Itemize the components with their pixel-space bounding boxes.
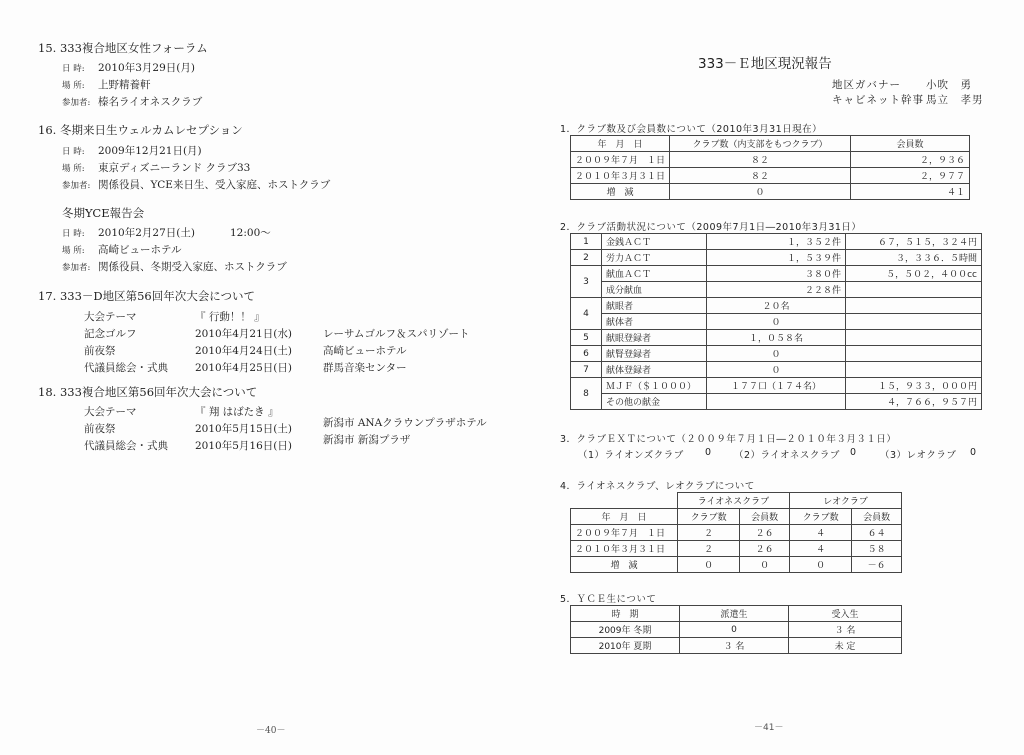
value: 関係役員、冬期受入家庭、ホストクラブ xyxy=(98,261,287,273)
col-header: 会員数 xyxy=(852,509,902,525)
blank-cell xyxy=(571,493,678,509)
activity-table xyxy=(570,233,982,410)
cell: ０ xyxy=(707,346,846,362)
cell: 献眼者 xyxy=(602,298,707,314)
col-header: 会員数 xyxy=(851,136,970,152)
cell: 増 減 xyxy=(571,557,678,573)
cell: ２２８件 xyxy=(707,282,846,298)
cell: ２００９年７月 １日 xyxy=(571,152,670,168)
cell: 2010年4月21日(水) xyxy=(195,328,292,340)
value: 12:00～ xyxy=(230,227,271,239)
cell: ３，３３６．５時間 xyxy=(846,250,982,266)
cell: ２６ xyxy=(740,541,790,557)
ext-item: （2）ライオネスクラブ xyxy=(734,450,840,461)
row-number: 2 xyxy=(571,250,602,266)
page-number-left: －40－ xyxy=(256,726,286,736)
cell: 労力ＡＣＴ xyxy=(602,250,707,266)
cell: 2009年 冬期 xyxy=(571,622,680,638)
cell xyxy=(846,362,982,378)
row-number: 3 xyxy=(571,266,602,298)
section-15-title: 15. 333複合地区女性フォーラム xyxy=(38,41,208,55)
cell: ０ xyxy=(678,557,740,573)
section-16-title: 16. 冬期来日生ウェルカムレセプション xyxy=(38,123,243,137)
group-header: レオクラブ xyxy=(789,493,901,509)
cell: ６７，５１５，３２４円 xyxy=(846,234,982,250)
cell: １，０５８名 xyxy=(707,330,846,346)
col-header: 会員数 xyxy=(740,509,790,525)
row-number: 8 xyxy=(571,378,602,410)
cell: 代議員総会・式典 xyxy=(84,362,168,374)
cell: 新潟市 ANAクラウンプラザホテル xyxy=(323,417,487,429)
col-header: クラブ数（内支部をもつクラブ） xyxy=(670,136,851,152)
cell: 新潟市 新潟プラザ xyxy=(323,434,411,446)
cell: 『 翔 はばたき 』 xyxy=(195,406,279,418)
cell: 2010年5月15日(土) xyxy=(195,423,292,435)
cell xyxy=(846,298,982,314)
cell: 献体者 xyxy=(602,314,707,330)
value: 関係役員、YCE来日生、受入家庭、ホストクラブ xyxy=(98,179,331,191)
governor-label: 地区ガバナー xyxy=(832,79,901,91)
group-header: ライオネスクラブ xyxy=(678,493,790,509)
cell: 2010年4月25日(日) xyxy=(195,362,292,374)
section-5-heading: 5．ＹＣＥ生について xyxy=(560,594,657,605)
cell: ３８０件 xyxy=(707,266,846,282)
col-header: 年 月 日 xyxy=(571,136,670,152)
value: 上野精養軒 xyxy=(98,79,151,91)
cell: 『 行動！！ 』 xyxy=(195,311,265,323)
cell: １７７口（１７４名） xyxy=(707,378,846,394)
col-header: クラブ数 xyxy=(789,509,851,525)
section-1-heading: 1．クラブ数及び会員数について（2010年3月31日現在） xyxy=(560,124,823,135)
cell: ５８ xyxy=(852,541,902,557)
cell xyxy=(707,394,846,410)
ext-count: 0 xyxy=(850,447,857,458)
cell: ２６ xyxy=(740,525,790,541)
cell: 献眼登録者 xyxy=(602,330,707,346)
yce-report-title: 冬期YCE報告会 xyxy=(62,206,145,220)
cell xyxy=(846,346,982,362)
cell: ０ xyxy=(670,184,851,200)
row-number: 7 xyxy=(571,362,602,378)
cell: 2010年4月24日(土) xyxy=(195,345,292,357)
cell: 前夜祭 xyxy=(84,345,116,357)
cell: １５，９３３，０００円 xyxy=(846,378,982,394)
page-number-right: －41－ xyxy=(754,723,784,733)
cell: ０ xyxy=(789,557,851,573)
value: 高崎ビューホテル xyxy=(98,244,182,256)
cell: ２，９３６ xyxy=(851,152,970,168)
yce-table xyxy=(570,605,902,654)
value: 2009年12月21日(月) xyxy=(98,145,202,157)
cell: ２０１０年３月３１日 xyxy=(571,541,678,557)
cabinet-name: 馬立 孝男 xyxy=(926,94,984,106)
row-number: 6 xyxy=(571,346,602,362)
cell: 未 定 xyxy=(789,638,902,654)
cell: 増 減 xyxy=(571,184,670,200)
cell: 大会テーマ xyxy=(84,406,137,418)
cell: 記念ゴルフ xyxy=(84,328,137,340)
label: 場 所: xyxy=(62,164,85,174)
cell: ４１ xyxy=(851,184,970,200)
cell: ３ 名 xyxy=(789,622,902,638)
label: 場 所: xyxy=(62,81,85,91)
cell: ６４ xyxy=(852,525,902,541)
cell: ０ xyxy=(707,362,846,378)
cell: ４，７６６，９５７円 xyxy=(846,394,982,410)
cell: ８２ xyxy=(670,152,851,168)
label: 場 所: xyxy=(62,246,85,256)
cell: ３ 名 xyxy=(680,638,789,654)
cell xyxy=(846,330,982,346)
cell: 2010年 夏期 xyxy=(571,638,680,654)
cell: 前夜祭 xyxy=(84,423,116,435)
cell: ＭＪＦ（＄１０００） xyxy=(602,378,707,394)
cell: その他の献金 xyxy=(602,394,707,410)
label: 日 時: xyxy=(62,64,85,74)
cell: レーサムゴルフ＆スパリゾート xyxy=(323,328,470,340)
cell: ０ xyxy=(740,557,790,573)
value: 榛名ライオネスクラブ xyxy=(98,96,203,108)
cell: ５，５０２，４００cc xyxy=(846,266,982,282)
col-header: 受入生 xyxy=(789,606,902,622)
row-number: 1 xyxy=(571,234,602,250)
cell: ２ xyxy=(678,525,740,541)
row-number: 4 xyxy=(571,298,602,330)
cell: 0 xyxy=(680,622,789,638)
cell: 代議員総会・式典 xyxy=(84,440,168,452)
cell: ２０１０年３月３１日 xyxy=(571,168,670,184)
cell: ４ xyxy=(789,541,851,557)
label: 参加者: xyxy=(62,98,91,108)
col-header: 年 月 日 xyxy=(571,509,678,525)
section-2-heading: 2．クラブ活動状況について（2009年7月1日―2010年3月31日） xyxy=(560,222,862,233)
cell: ２０名 xyxy=(707,298,846,314)
right-page xyxy=(512,0,1024,755)
cabinet-label: キャビネット幹事 xyxy=(832,94,924,106)
lioness-leo-table xyxy=(570,492,902,573)
section-4-heading: 4．ライオネスクラブ、レオクラブについて xyxy=(560,481,755,492)
label: 参加者: xyxy=(62,181,91,191)
ext-item: （1）ライオンズクラブ xyxy=(578,450,684,461)
ext-item: （3）レオクラブ xyxy=(880,450,957,461)
cell: ０ xyxy=(707,314,846,330)
cell: 献腎登録者 xyxy=(602,346,707,362)
cell: －６ xyxy=(852,557,902,573)
cell: 献体登録者 xyxy=(602,362,707,378)
cell: 群馬音楽センター xyxy=(323,362,407,374)
cell: ２ xyxy=(678,541,740,557)
ext-count: 0 xyxy=(970,447,977,458)
cell: ２，９７７ xyxy=(851,168,970,184)
cell: 高崎ビューホテル xyxy=(323,345,407,357)
governor-name: 小吹 勇 xyxy=(926,79,972,91)
report-title: 333－Ｅ地区現況報告 xyxy=(698,56,832,72)
row-number: 5 xyxy=(571,330,602,346)
label: 日 時: xyxy=(62,229,85,239)
club-count-table xyxy=(570,135,970,200)
value: 2010年2月27日(土) xyxy=(98,227,195,239)
cell: ２００９年７月 １日 xyxy=(571,525,678,541)
value: 2010年3月29日(月) xyxy=(98,62,195,74)
cell: 成分献血 xyxy=(602,282,707,298)
section-18-title: 18. 333複合地区第56回年次大会について xyxy=(38,385,258,399)
section-3-heading: 3．クラブＥＸＴについて（２００９年７月１日―２０１０年３月３１日） xyxy=(560,434,897,445)
label: 日 時: xyxy=(62,147,85,157)
cell: 2010年5月16日(日) xyxy=(195,440,292,452)
cell: １，３５２件 xyxy=(707,234,846,250)
value: 東京ディズニーランド クラブ33 xyxy=(98,162,251,174)
cell xyxy=(846,314,982,330)
col-header: 時 期 xyxy=(571,606,680,622)
cell: 大会テーマ xyxy=(84,311,137,323)
cell: 金銭ＡＣＴ xyxy=(602,234,707,250)
cell: ８２ xyxy=(670,168,851,184)
col-header: クラブ数 xyxy=(678,509,740,525)
section-17-title: 17. 333－D地区第56回年次大会について xyxy=(38,289,256,303)
cell: １，５３９件 xyxy=(707,250,846,266)
label: 参加者: xyxy=(62,263,91,273)
cell: ４ xyxy=(789,525,851,541)
cell: 献血ＡＣＴ xyxy=(602,266,707,282)
cell xyxy=(846,282,982,298)
col-header: 派遣生 xyxy=(680,606,789,622)
ext-count: 0 xyxy=(705,447,712,458)
